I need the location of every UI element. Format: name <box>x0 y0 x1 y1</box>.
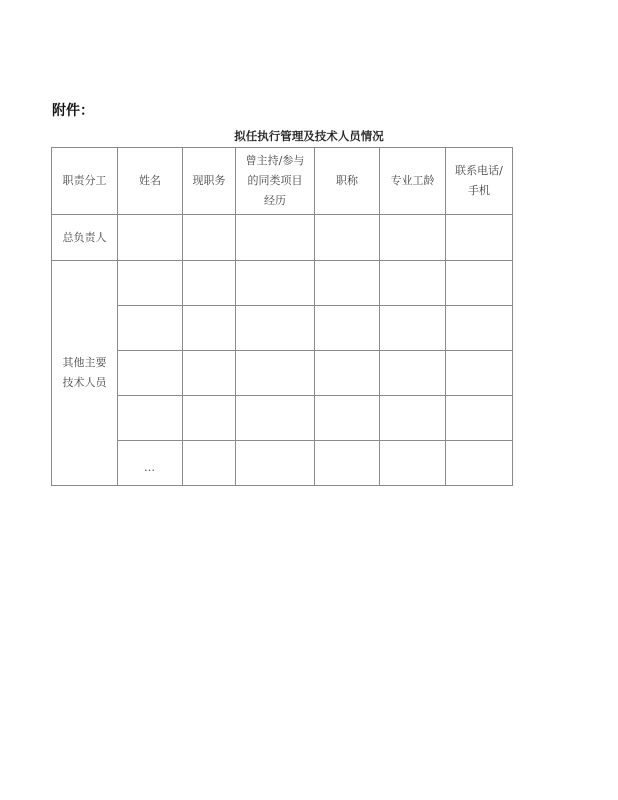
header-phone: 联系电话/ 手机 <box>446 148 513 215</box>
cell-phone[interactable] <box>446 441 513 486</box>
cell-work-years[interactable] <box>380 306 446 351</box>
cell-experience[interactable] <box>236 306 315 351</box>
cell-phone[interactable] <box>446 215 513 261</box>
cell-phone[interactable] <box>446 351 513 396</box>
staff-table <box>51 147 513 486</box>
cell-title[interactable] <box>315 306 380 351</box>
cell-title[interactable] <box>315 351 380 396</box>
cell-title[interactable] <box>315 261 380 306</box>
table-row-other <box>52 396 513 441</box>
cell-phone[interactable] <box>446 306 513 351</box>
cell-experience[interactable] <box>236 351 315 396</box>
table-row-other <box>52 261 513 306</box>
cell-work-years[interactable] <box>380 441 446 486</box>
table-title: 拟任执行管理及技术人员情况 <box>234 129 384 143</box>
cell-phone[interactable] <box>446 261 513 306</box>
cell-experience[interactable] <box>236 396 315 441</box>
cell-name[interactable] <box>118 215 183 261</box>
table-row-other <box>52 351 513 396</box>
cell-work-years[interactable] <box>380 261 446 306</box>
attachment-label: 附件： <box>52 103 94 119</box>
cell-title[interactable] <box>315 396 380 441</box>
header-work-years: 专业工龄 <box>380 148 446 215</box>
cell-position[interactable] <box>183 396 236 441</box>
cell-work-years[interactable] <box>380 351 446 396</box>
cell-phone[interactable] <box>446 396 513 441</box>
cell-name[interactable] <box>118 396 183 441</box>
cell-name[interactable] <box>118 441 183 486</box>
cell-role-lead: 总负责人 <box>52 215 118 261</box>
table-row-other <box>52 441 513 486</box>
table-row-other <box>52 306 513 351</box>
ellipsis-text: … <box>144 461 156 474</box>
cell-title[interactable] <box>315 441 380 486</box>
cell-title[interactable] <box>315 215 380 261</box>
cell-position[interactable] <box>183 441 236 486</box>
cell-experience[interactable] <box>236 261 315 306</box>
cell-name[interactable] <box>118 261 183 306</box>
header-title: 职称 <box>315 148 380 215</box>
header-row <box>52 148 513 215</box>
cell-position[interactable] <box>183 306 236 351</box>
cell-position[interactable] <box>183 261 236 306</box>
cell-name[interactable] <box>118 306 183 351</box>
cell-experience[interactable] <box>236 441 315 486</box>
header-current-position: 现职务 <box>183 148 236 215</box>
cell-work-years[interactable] <box>380 215 446 261</box>
cell-position[interactable] <box>183 351 236 396</box>
header-project-experience: 曾主持/参与 的同类项目 经历 <box>236 148 315 215</box>
cell-experience[interactable] <box>236 215 315 261</box>
cell-position[interactable] <box>183 215 236 261</box>
header-role: 职责分工 <box>52 148 118 215</box>
cell-work-years[interactable] <box>380 396 446 441</box>
header-name: 姓名 <box>118 148 183 215</box>
cell-role-other: 其他主要 技术人员 <box>52 261 118 486</box>
table-row-lead <box>52 215 513 261</box>
cell-name[interactable] <box>118 351 183 396</box>
